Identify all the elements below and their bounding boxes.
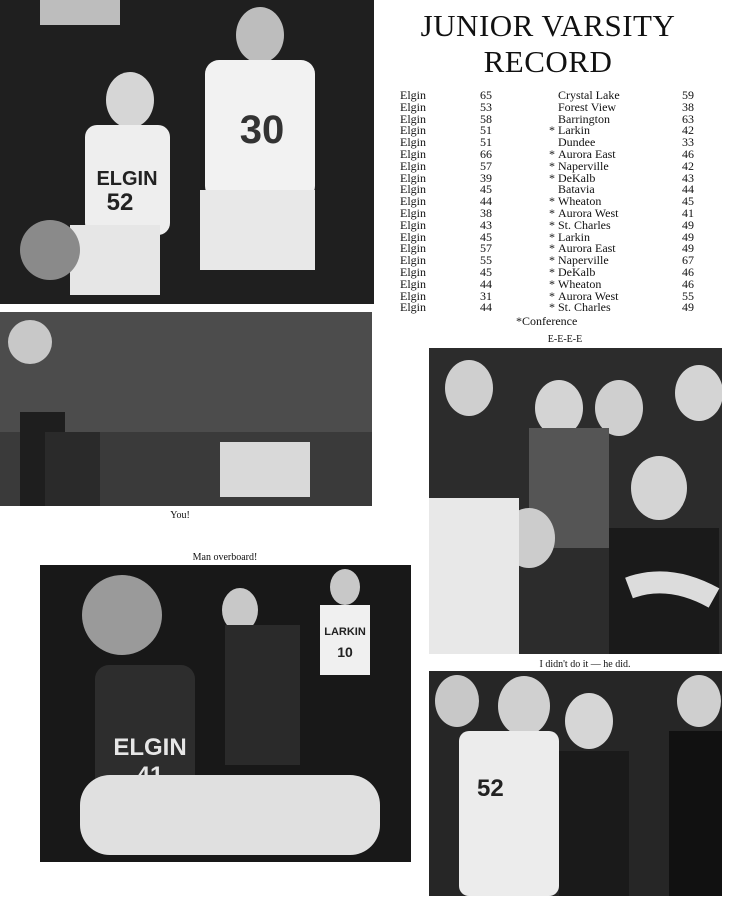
- record-row: [400, 90, 700, 102]
- title-line-1: JUNIOR VARSITY: [420, 8, 676, 43]
- opponent-score: 63: [682, 111, 694, 126]
- photo-cheering-crowd: [429, 348, 722, 654]
- team-score: 57: [480, 241, 492, 256]
- team-name: Elgin: [400, 205, 426, 220]
- opponent-score: 33: [682, 135, 694, 150]
- team-score: 45: [480, 264, 492, 279]
- opponent-score: 49: [682, 229, 694, 244]
- opponent-score: 59: [682, 88, 694, 102]
- record-row: [400, 302, 700, 314]
- team-score: 57: [480, 158, 492, 173]
- opponent-name: Aurora East: [558, 241, 616, 256]
- conference-marker: *: [549, 229, 555, 244]
- team-name: Elgin: [400, 253, 426, 268]
- opponent-score: 55: [682, 288, 694, 303]
- opponent-score: 46: [682, 264, 694, 279]
- opponent-name: Aurora West: [558, 205, 619, 220]
- photo-players-elgin-52-and-30: [0, 0, 374, 304]
- opponent-name: Wheaton: [558, 276, 602, 291]
- opponent-name: St. Charles: [558, 300, 611, 315]
- conference-marker: *: [549, 300, 555, 315]
- caption-you: You!: [170, 510, 190, 521]
- opponent-name: St. Charles: [558, 217, 611, 232]
- page-title: [398, 8, 698, 80]
- opponent-score: 42: [682, 158, 694, 173]
- conference-marker: *: [549, 205, 555, 220]
- team-score: 55: [480, 253, 492, 268]
- photo-bench-coach: [429, 671, 722, 896]
- opponent-score: 41: [682, 205, 694, 220]
- team-name: Elgin: [400, 300, 426, 315]
- team-score: 44: [480, 276, 492, 291]
- opponent-score: 49: [682, 217, 694, 232]
- team-score: 45: [480, 182, 492, 197]
- team-name: Elgin: [400, 276, 426, 291]
- team-name: Elgin: [400, 123, 426, 138]
- opponent-name: Larkin: [558, 123, 590, 138]
- conference-marker: *: [549, 288, 555, 303]
- team-score: 31: [480, 288, 492, 303]
- opponent-name: Dundee: [558, 135, 596, 150]
- opponent-name: DeKalb: [558, 170, 596, 185]
- opponent-score: 46: [682, 276, 694, 291]
- jersey-number-text: 52: [106, 189, 134, 216]
- opponent-name: Aurora West: [558, 288, 619, 303]
- team-name: Elgin: [400, 217, 426, 232]
- opponent-name: Naperville: [558, 158, 609, 173]
- team-name: Elgin: [400, 182, 426, 197]
- team-score: 53: [480, 99, 492, 114]
- conference-marker: *: [549, 146, 555, 161]
- team-name: Elgin: [400, 99, 426, 114]
- jersey-number-text: 10: [337, 644, 353, 660]
- team-score: 45: [480, 229, 492, 244]
- conference-marker: *: [549, 170, 555, 185]
- team-score: 65: [480, 88, 492, 102]
- caption-eeee: E-E-E-E: [547, 334, 583, 345]
- caption-didnt-do-it: I didn't do it — he did.: [539, 659, 631, 670]
- team-name: Elgin: [400, 88, 426, 102]
- title-line-2: RECORD: [483, 44, 613, 79]
- opponent-score: 67: [682, 253, 694, 268]
- team-name: Elgin: [400, 111, 426, 126]
- team-name: Elgin: [400, 194, 426, 209]
- photo-crowd-with-players: [0, 312, 372, 506]
- team-score: 51: [480, 123, 492, 138]
- record-table: [400, 90, 700, 314]
- conference-footnote: *Conference: [516, 314, 578, 328]
- team-name: Elgin: [400, 288, 426, 303]
- team-score: 43: [480, 217, 492, 232]
- team-score: 58: [480, 111, 492, 126]
- opponent-score: 49: [682, 300, 694, 315]
- opponent-name: DeKalb: [558, 264, 596, 279]
- opponent-score: 46: [682, 146, 694, 161]
- conference-marker: *: [549, 194, 555, 209]
- conference-marker: *: [549, 264, 555, 279]
- team-name: Elgin: [400, 264, 426, 279]
- opponent-name: Larkin: [558, 229, 590, 244]
- conference-marker: *: [549, 217, 555, 232]
- caption-man-overboard: Man overboard!: [192, 552, 258, 563]
- conference-marker: *: [549, 253, 555, 268]
- team-score: 38: [480, 205, 492, 220]
- conference-marker: *: [549, 123, 555, 138]
- opponent-score: 43: [682, 170, 694, 185]
- opponent-score: 45: [682, 194, 694, 209]
- opponent-name: Forest View: [558, 99, 617, 114]
- team-name: Elgin: [400, 229, 426, 244]
- team-name: Elgin: [400, 170, 426, 185]
- opponent-score: 44: [682, 182, 694, 197]
- record-row: [400, 170, 700, 185]
- team-name: Elgin: [400, 241, 426, 256]
- team-score: 51: [480, 135, 492, 150]
- team-name: Elgin: [400, 135, 426, 150]
- jersey-number-text: 52: [477, 775, 504, 802]
- opponent-name: Batavia: [558, 182, 595, 197]
- conference-marker: *: [549, 158, 555, 173]
- jersey-name-text: ELGIN: [96, 168, 158, 190]
- team-name: Elgin: [400, 146, 426, 161]
- record-row: [400, 99, 700, 114]
- jersey-name-text: LARKIN: [324, 626, 366, 638]
- opponent-score: 42: [682, 123, 694, 138]
- jersey-name-text: ELGIN: [113, 734, 187, 761]
- opponent-score: 49: [682, 241, 694, 256]
- opponent-name: Wheaton: [558, 194, 602, 209]
- team-score: 44: [480, 194, 492, 209]
- conference-marker: *: [549, 276, 555, 291]
- team-score: 44: [480, 300, 492, 315]
- team-name: Elgin: [400, 158, 426, 173]
- opponent-name: Naperville: [558, 253, 609, 268]
- opponent-name: Crystal Lake: [558, 88, 620, 102]
- record-row: [400, 125, 700, 137]
- opponent-score: 38: [682, 99, 694, 114]
- conference-marker: *: [549, 241, 555, 256]
- photo-man-overboard-action: [40, 565, 411, 862]
- team-score: 39: [480, 170, 492, 185]
- opponent-name: Aurora East: [558, 146, 616, 161]
- team-score: 66: [480, 146, 492, 161]
- jersey-number-text: 30: [239, 108, 285, 152]
- opponent-name: Barrington: [558, 111, 610, 126]
